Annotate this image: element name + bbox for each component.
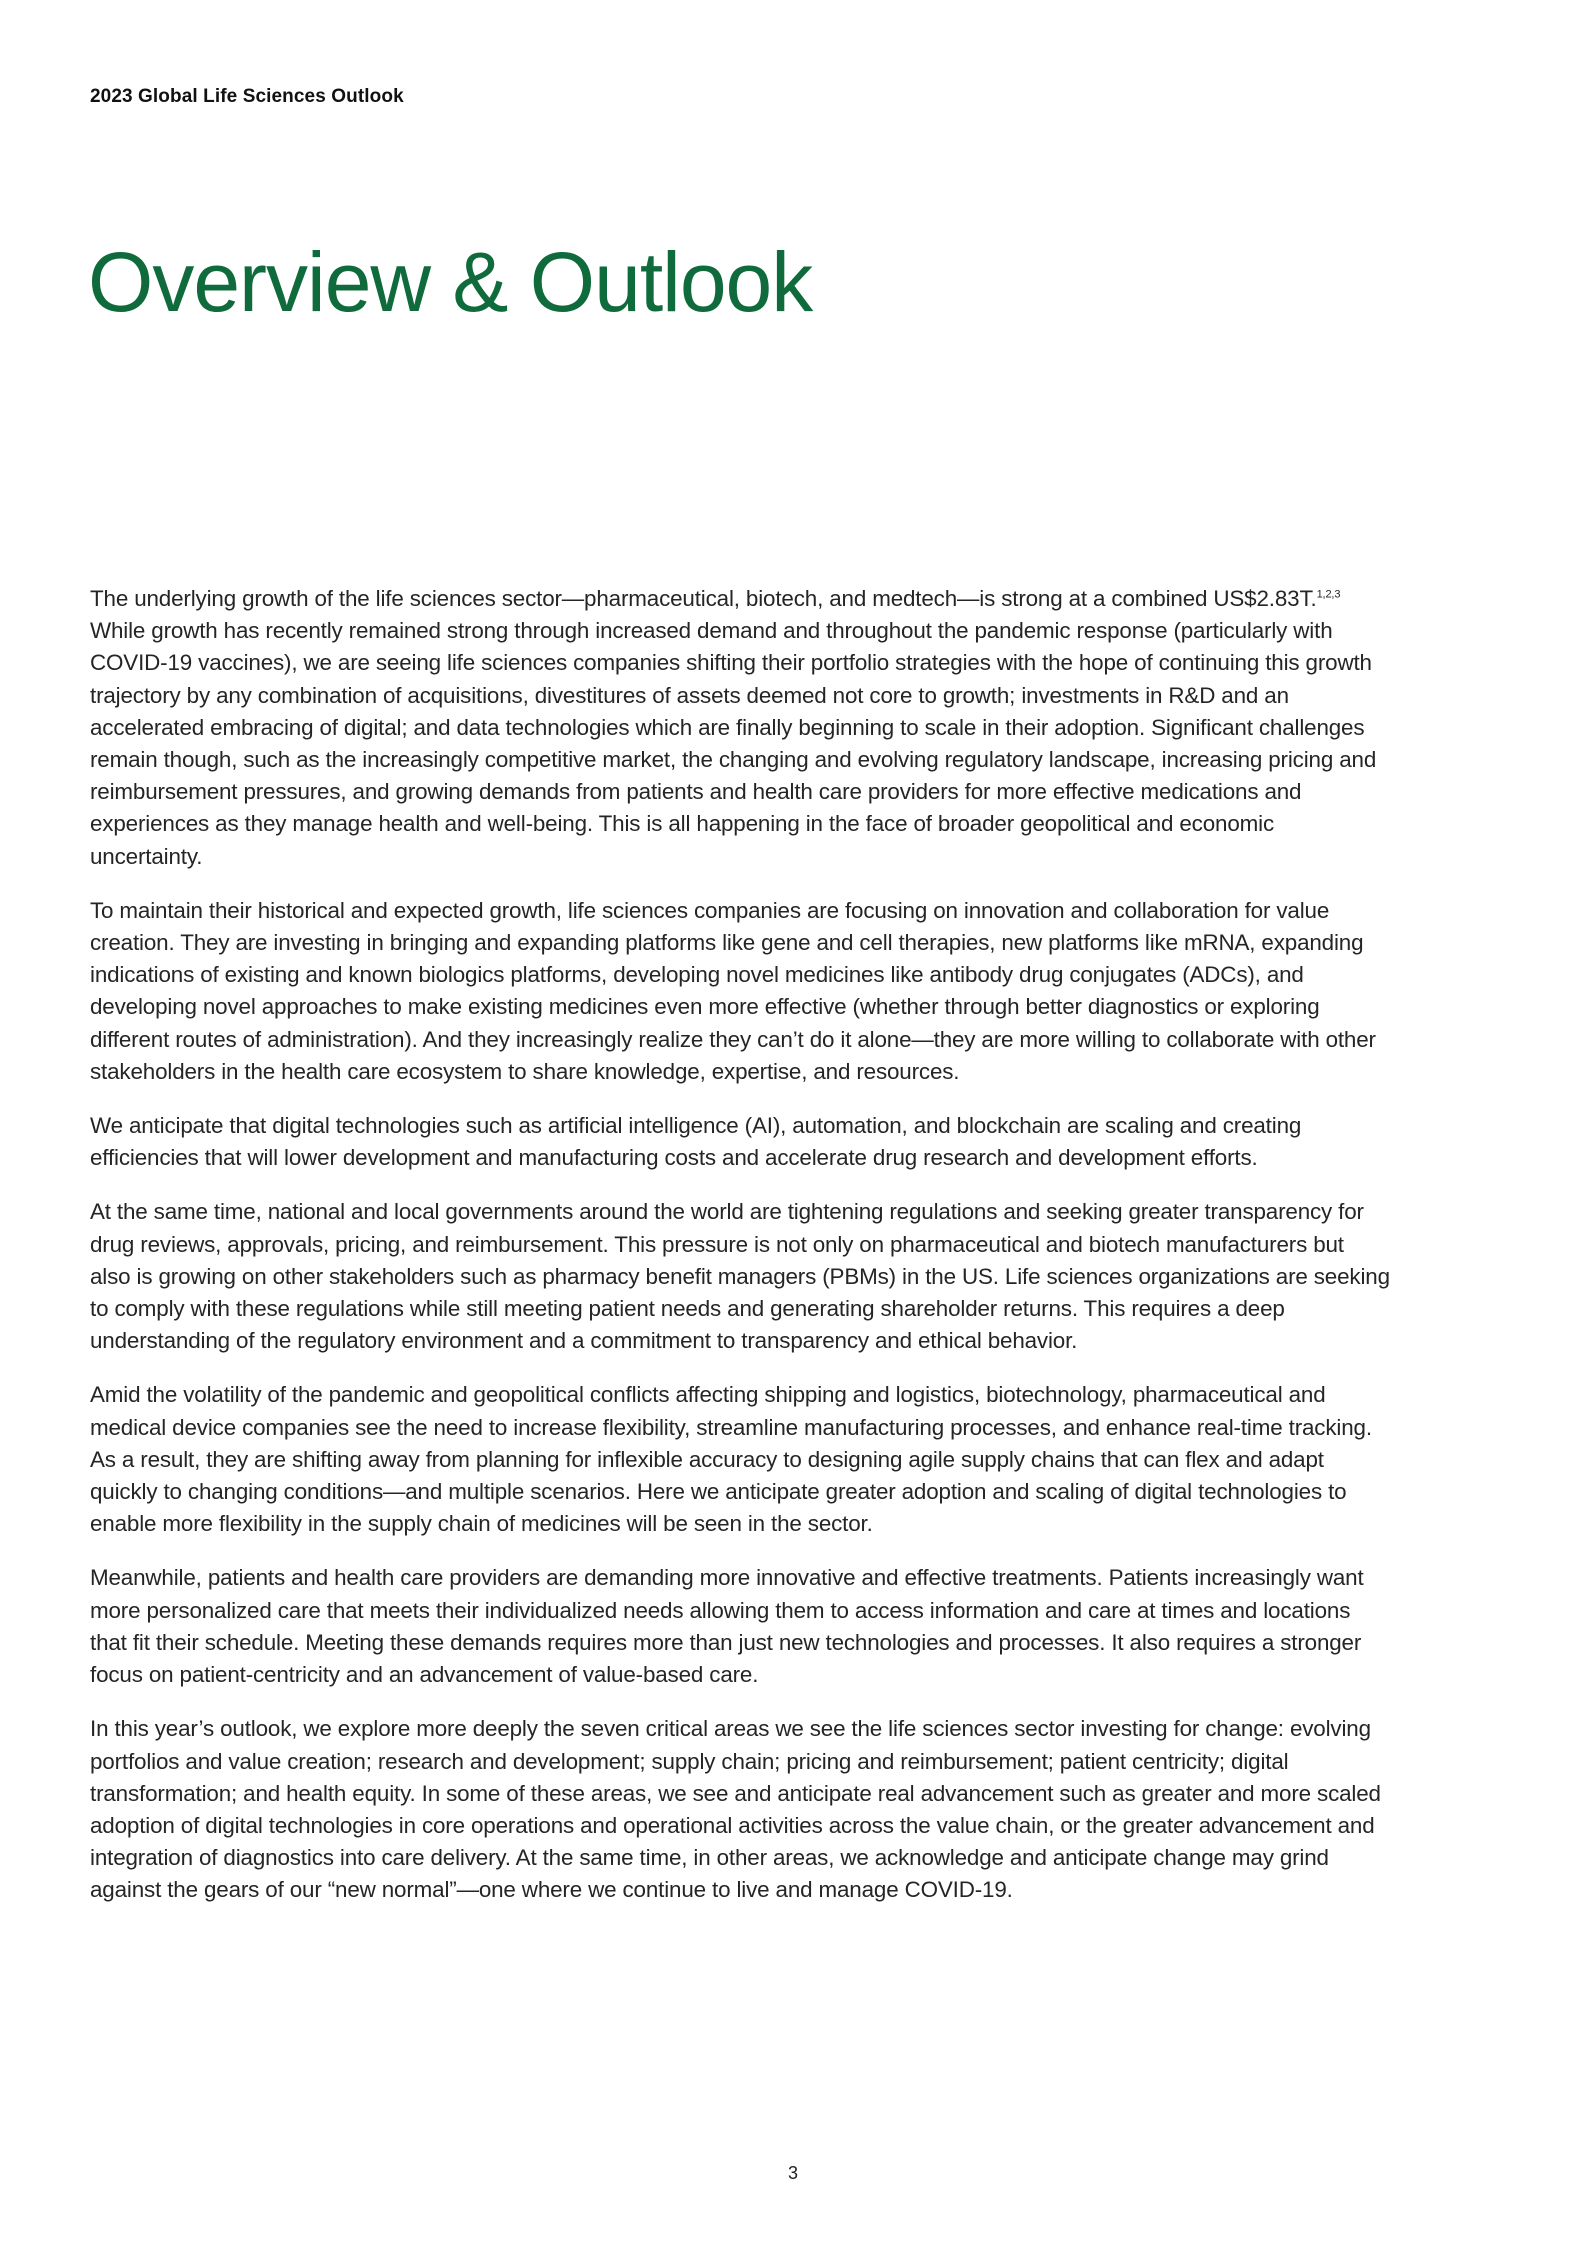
page-number: 3 <box>787 2163 798 2183</box>
paragraph-intro-lead: The underlying growth of the life sciences sector—pharmaceutical, biotech, and medtech—is strong at a combined US$2.83T. <box>90 586 1317 611</box>
running-header: 2023 Global Life Sciences Outlook <box>90 86 404 107</box>
paragraph-innovation: To maintain their historical and expected growth, life sciences companies are focusing on innovation and collaboration for value creation. They are investing in bringing and expanding platforms like gene and cell therapies, new platforms like mRNA, expanding indications of existing and known biologics platforms, developing novel medicines like antibody drug conjugates (ADCs), and developing novel approaches to make existing medicines even more effective (whether through better diagnostics or exploring different routes of administration). And they increasingly realize they can’t do it alone—they are more willing to collaborate with other stakeholders in the health care ecosystem to share knowledge, expertise, and resources. <box>90 897 1376 1084</box>
paragraph-supply-chain: Amid the volatility of the pandemic and geopolitical conflicts affecting shipping and logistics, biotechnology, pharmaceutical and medical device companies see the need to increase flexibility, streamline manufacturing processes, and enhance real-time tracking. As a result, they are shifting away from planning for inflexible accuracy to designing agile supply chains that can flex and adapt quickly to changing conditions—and multiple scenarios. Here we anticipate greater adoption and scaling of digital technologies to enable more flexibility in the supply chain of medicines will be seen in the sector. <box>90 1382 1372 1537</box>
paragraph-intro <box>90 583 1390 873</box>
paragraph-intro-rest: While growth has recently remained strong through increased demand and throughout the pandemic response (particularly with COVID-19 vaccines), we are seeing life sciences companies shifting their portfolio strategies with the hope of continuing this growth trajectory by any combination of acquisitions, divestitures of assets deemed not core to growth; investments in R&D and an accelerated embracing of digital; and data technologies which are finally beginning to scale in their adoption. Significant challenges remain though, such as the increasingly competitive market, the changing and evolving regulatory landscape, increasing pricing and reimbursement pressures, and growing demands from patients and health care providers for more effective medications and experiences as they manage health and well-being. This is all happening in the face of broader geopolitical and economic uncertainty. <box>90 618 1377 869</box>
paragraph-regulation: At the same time, national and local governments around the world are tightening regulations and seeking greater transparency for drug reviews, approvals, pricing, and reimbursement. This pressure is not only on pharmaceutical and biotech manufacturers but also is growing on other stakeholders such as pharmacy benefit managers (PBMs) in the US. Life sciences organizations are seeking to comply with these regulations while still meeting patient needs and generating shareholder returns. This requires a deep understanding of the regulatory environment and a commitment to transparency and ethical behavior. <box>90 1199 1390 1354</box>
paragraph-outlook: In this year’s outlook, we explore more deeply the seven critical areas we see the life sciences sector investing for change: evolving portfolios and value creation; research and development; supply chain; pricing and reimbursement; patient centricity; digital transformation; and health equity. In some of these areas, we see and anticipate real advancement such as greater and more scaled adoption of digital technologies in core operations and operational activities across the value chain, or the greater advancement and integration of diagnostics into care delivery. At the same time, in other areas, we acknowledge and anticipate change may grind against the gears of our “new normal”—one where we continue to live and manage COVID-19. <box>90 1716 1381 1903</box>
page-title: Overview & Outlook <box>88 235 813 329</box>
paragraph-patients: Meanwhile, patients and health care providers are demanding more innovative and effective treatments. Patients increasingly want more personalized care that meets their individualized needs allowing them to access information and care at times and locations that fit their schedule. Meeting these demands requires more than just new technologies and processes. It also requires a stronger focus on patient-centricity and an advancement of value-based care. <box>90 1565 1364 1688</box>
paragraph-digital: We anticipate that digital technologies such as artificial intelligence (AI), automation, and blockchain are scaling and creating efficiencies that will lower development and manufacturing costs and accelerate drug research and development efforts. <box>90 1113 1302 1171</box>
footnote-reference: 1,2,3 <box>1316 588 1341 601</box>
body-text <box>90 583 1390 1929</box>
